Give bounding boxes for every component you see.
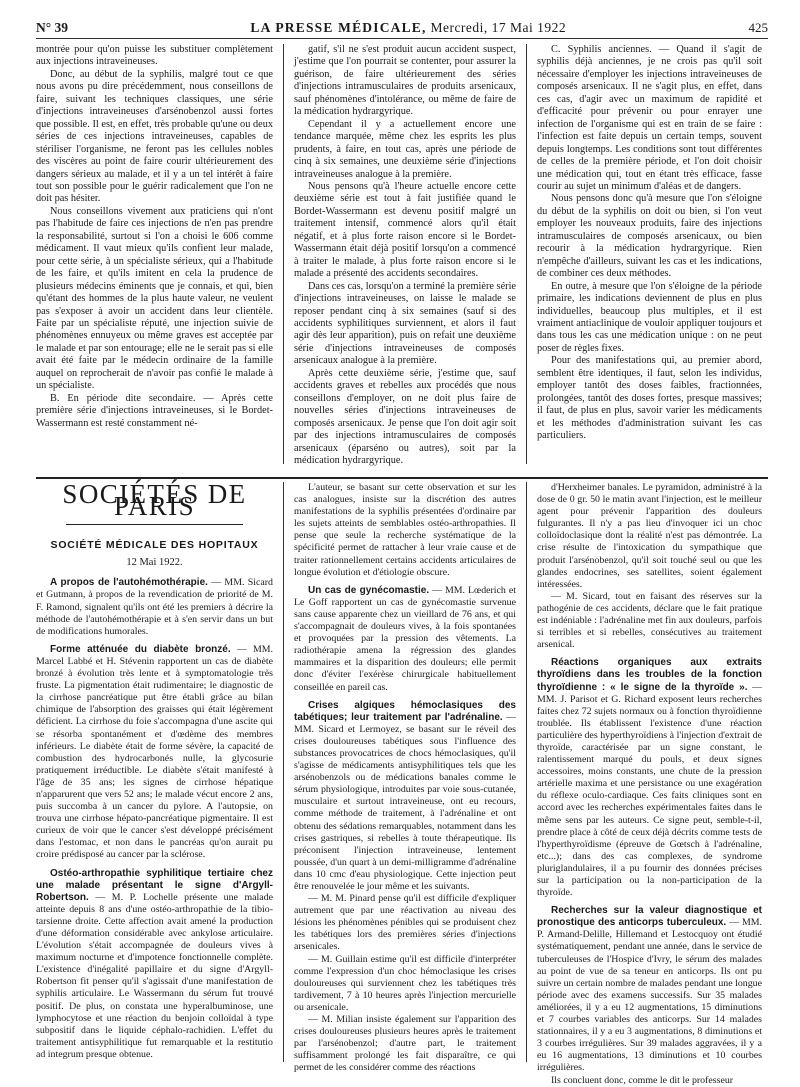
report-text: Ils concluent donc, comme le dit le professeur <box>551 1074 734 1086</box>
paragraph: Donc, au début de la syphilis, malgré tout ce que nous avons pu dire précédemment, nous conseillons de faire, suivant les techniques classiques, une série d'injections intraveineuses d'arsénobenzol aussi fortes que possible. Il est, en effet, très probable qu'une ou deux séries de ces injections intraveineuses, capables de stériliser l'organisme, ne feront pas les cellules nobles des viscères au point de faire courir ultérieurement des dangers sérieux au malade, et il y a un tel intérêt à faire tout son possible pour le guérir radicalement que l'on ne doit pas hésiter. <box>36 68 273 205</box>
report-paragraph <box>36 577 273 637</box>
report-title: Ostéo-arthropathie syphilitique tertiaire chez une malade présentant le signe d'Argyll-Robertson. <box>36 867 273 903</box>
paragraph: En outre, à mesure que l'on s'éloigne de la période primaire, les indications deviennent de plus en plus individuelles, beaucoup plus multiples, et il est vraiment antiaclinique de vouloir appliquer toujours et dans tous les cas une médication unique : on ne peut poser de règles fixes. <box>537 280 762 354</box>
session-date: 12 Mai 1922. <box>126 557 183 569</box>
report-text: — M. Sicard, tout en faisant des réserves sur la pathogénie de ces accidents, déclare que le fait pratique est indéniable : l'adrénaline met fin aux douleurs, parfois si terribles et si rebelles, consécutives au traitement arsenical. <box>537 590 762 651</box>
report-paragraph <box>294 585 516 694</box>
report-text: — M. M. Pinard pense qu'il est difficile d'expliquer autrement que par une réactivation au niveau des lésions les phénomènes pénibles qui se produisent chez les tabétiques lors des premières séries d'injections arsenicales. <box>294 893 516 953</box>
bottom-column-1-text <box>36 577 273 1061</box>
issue-number: N° 39 <box>36 20 69 35</box>
journal-name: LA PRESSE MÉDICALE, <box>250 20 427 35</box>
header-rule <box>36 38 768 39</box>
report-text: — M. Milian insiste également sur l'apparition des crises douloureuses plusieurs heures après le traitement par l'arsénobenzol; d'autre part, le traitement suffisamment prolongé les fait disparaître, ce qui permet de les considérer comme des réactions <box>294 1014 516 1074</box>
report-text: — M. P. Lochelle présente une malade atteinte depuis 8 ans d'une ostéo-arthropathie de la tibio-tarsienne droite. Cette affection avait amené la production d'une déformation considérable avec ankylose articulaire. L'évolution s'était accompagnée de douleurs vives à maximum nocturne et d'impotence fonctionnelle complète. L'existence d'inégalité papillaire et du signe d'Argyll-Robertson fit penser qu'il s'agissait d'une manifestation de syphilis articulaire. Le Wassermann du sérum fut trouvé positif. De plus, on constata une hyperalbuminose, une lymphocytose et une réaction du benjoin colloïdal à type subpositif dans le liquide céphalo-rachidien. L'effet du traitement antisyphilitique fut remarquable et la restitutio ad integrum presque obtenue. <box>36 891 273 1060</box>
title-rule <box>66 524 243 525</box>
report-paragraph <box>537 657 762 899</box>
report-paragraph <box>36 644 273 862</box>
report-text: — MM. Marcel Labbé et H. Stévenin rapportent un cas de diabète bronzé à évolution très lente et à symptomatologie très fruste. La pigmentation était rudimentaire; le diagnostic de la cirrhose pancréatique put être établi grâce au bilan chimique de l'absorption des graisses qui était légèrement déficient. La cirrhose du foie s'accompagna d'une ascite qui se résorba spontanément et d'œdème des membres inférieurs. Le diabète était de forme sévère, la capacité de combustion des hydrocarbonés nulle, la glycosurie pratiquement irréductible. Le diabète s'était manifesté à l'âge de 35 ans; les signes de cirrhose hépatique n'apparurent que vers 52 ans; le malade vécut encore 2 ans, puis succomba à un cancer du pylore. A l'autopsie, on trouva une cirrhose hépato-pancréatique pigmentaire. Il est curieux de voir que le cancer s'est développé précisément dans l'estomac, et non dans le pancréas qu'on aurait pu croire prédisposé au cancer par la sclérose. <box>36 643 273 861</box>
paragraph: Dans ces cas, lorsqu'on a terminé la première série d'injections intraveineuses, on laisse le malade se reposer pendant cinq à six semaines (sauf si des accidents syphilitiques surviennent, et alors il faut agir dès leur apparition), puis on refait une deuxième série d'injections intraveineuses de composés arsenicaux analogue à la première. <box>294 280 516 367</box>
report-paragraph <box>294 1014 516 1074</box>
report-text: — MM. J. Parisot et G. Richard exposent leurs recherches faites chez 72 sujets normaux ou à fonction thyroïdienne troublée. Ils établissent l'existence d'une réaction particulière des hyperthyroïdiens à l'injection d'extrait de thyroïde, caractérisée par un signe constant, le ralentissement marqué du pouls, et deux signes accessoires, moins constants, une chute de la pression artérielle maxima et une persistance ou une exagération du réflexe oculo-cardiaque. Ces faits cliniques sont en accord avec les recherches expérimentales faites dans le même sens par les auteurs. Ce signe peut, semble-t-il, prendre place à côté de ceux déjà décrits comme tests de l'hyperthyroïdisme (épreuve de Gœtsch à l'adrénaline, etc...); dans des cas complexes, de syndrome pluriglandulaires, il a pu fournir des données précises sur la participation ou la non-participation de la thyroïde. <box>537 681 762 899</box>
report-text: L'auteur, se basant sur cette observation et sur les cas analogues, insiste sur la discrétion des autres manifestations de la syphilis présentées d'ordinaire par les sujets atteints de semblables ostéo-arthropathies. Il pense que seule la recherche systématique de la spécificité permet de rattacher à leur vraie cause et de traiter rationnellement certains accidents articulaires de longue évolution et d'étiologie obscure. <box>294 482 516 578</box>
society-name: SOCIÉTÉ MÉDICALE DES HOPITAUX <box>50 539 259 552</box>
paragraph: Nous pensons qu'à l'heure actuelle encore cette deuxième série est tout à fait justifiée quand le Bordet-Wassermann est devenu positif malgré un traitement intensif, commencé alors qu'il était négatif, et à plus forte raison encore si le Bordet-Wassermann était déjà positif lorsqu'on a commencé à traiter le malade, à plus forte raison encore si le malade a présenté des accidents secondaires. <box>294 180 516 280</box>
report-title: Recherches sur la valeur diagnostique et pronostique des anticorps tuberculeux. <box>537 905 762 929</box>
report-paragraph <box>294 700 516 894</box>
report-text: — M. Guillain estime qu'il est difficile d'interpréter comme l'expression d'un choc hémoclasique les crises douloureuses qui surviennent chez les tabétiques très tardivement, 7 à 10 heures après l'injection mercurielle ou arsenicale. <box>294 953 516 1013</box>
top-columns <box>36 44 768 464</box>
top-column-3 <box>526 44 762 464</box>
report-title: Un cas de gynécomastie. <box>308 584 430 596</box>
paragraph: gatif, s'il ne s'est produit aucun accident suspect, j'estime que l'on pourrait se contenter, pour assurer la guérison, de faire ultérieurement des séries d'injections intramusculaires de produits arsenicaux, sauf phénomènes d'intolérance, ou même de faire de la médication hydrargyrique. <box>294 44 516 118</box>
paragraph: montrée pour qu'on puisse les substituer complètement aux injections intraveineuses. <box>36 44 273 68</box>
top-column-1 <box>36 44 283 464</box>
report-paragraph <box>294 482 516 579</box>
paragraph: B. En période dite secondaire. — Après cette première série d'injections intraveineuses, si le Bordet-Wassermann est resté constamment né- <box>36 392 273 429</box>
report-paragraph <box>537 482 762 591</box>
report-text: — MM. P. Armand-Delille, Hillemand et Lestocquoy ont étudié systématiquement, pendant une année, dans le service de tuberculeuses de l'Hospice d'Ivry, le sérum des malades au point de vue de sa teneur en anticorps. Ils ont pu suivre un certain nombre de malades pendant une longue période avec des examens successifs. Sur 35 malades améliorées, il y a eu 12 augmentations, 15 diminutions et 7 courbes variables des anticorps. Sur 14 malades stationnaires, il y a eu 3 augmentations, 8 diminutions et 3 courbes irrégulières. Sur 39 malades aggravées, il y a eu 16 augmentations, 13 diminutions et 10 courbes irrégulières. <box>537 917 762 1074</box>
report-paragraph <box>537 1075 762 1087</box>
paragraph: C. Syphilis anciennes. — Quand il s'agit de syphilis déjà anciennes, je ne crois pas qu'il soit nécessaire d'employer les injections intraveineuses de composés arsenicaux. Il ne s'agit plus, en effet, dans ces cas, d'agir avec un maximum de rapidité et d'efficacité pour prévenir ou pour enrayer une infection de l'organisme qui est en train de se faire : l'infection est faite depuis un certain temps, souvent depuis longtemps. Les conditions sont tout différentes de celles de la première période, et l'on doit choisir une médication qui, tout en étant très efficace, fasse courir au sujet un minimum d'aléas et de dangers. <box>537 44 762 192</box>
report-text: d'Herxheimer banales. Le pyramidon, administré à la dose de 0 gr. 50 le matin avant l'injection, est le meilleur agent pour prévenir l'apparition des douleurs fulgurantes. Il n'y a pas lieu d'invoquer ici un choc colloïdoclasique dont la réalité n'est pas démontrée. La crise résulte de l'intoxication du sympathique que produit l'arsénobenzol, qu'il soit touché seul ou que les glandes endocrines, ses satellites, soient également intéressées. <box>537 482 762 590</box>
bottom-column-2 <box>283 482 526 1074</box>
report-paragraph <box>537 905 762 1074</box>
journal-title <box>250 20 566 36</box>
section-title: SOCIÉTÉS DE PARIS <box>62 479 247 522</box>
paragraph: Pour des manifestations qui, au premier abord, semblent être identiques, il faut, selon les individus, employer tantôt des doses faibles, fractionnées, prolongées, tantôt des doses fortes, presque massives; il faut, de plus en plus, savoir varier les médicaments et les méthodes d'administration suivant les cas particuliers. <box>537 355 762 442</box>
report-paragraph <box>537 591 762 651</box>
report-text: — MM. Lœderich et Le Goff rapportent un cas de gynécomastie survenue sans cause apparente chez un vieillard de 76 ans, et qui s'accompagnait de douleurs vives, à la fois spontanées et provoquées par la pression des vêtements. La radiothérapie amena la régression des glandes mammaires et la disparition des douleurs; elle permit donc d'éviter l'exérèse chirurgicale habituellement conseillée en pareil cas. <box>294 584 516 693</box>
report-paragraph <box>36 868 273 1062</box>
paragraph: Nous conseillons vivement aux praticiens qui n'ont pas l'habitude de faire ces injections de n'en pas prendre la responsabilité, surtout si l'on a choisi le 606 comme médicament. Il vaut mieux qu'ils confient leur malade, pour cette série, à un spécialiste sérieux, qui a l'habitude de les faire, et qu'ils imitent en cela la prudence de plusieurs médecins éminents que je connais, et qui, bien qu'étant des hommes de la plus haute valeur, ne veulent pas s'exposer à avoir un accident dans leur clientèle. Faite par un spécialiste réputé, une injection suivie de phénomènes ennuyeux ou même graves est acceptée par le malade et par son entourage; elle ne le serait pas si elle avait été faite par le médecin ordinaire de la famille auquel on reprocherait de n'avoir pas confié le malade à un spécialiste. <box>36 205 273 392</box>
report-title: Forme atténuée du diabète bronzé. <box>50 643 231 655</box>
bottom-column-1 <box>36 479 283 1062</box>
report-title: A propos de l'autohémothérapie. <box>50 577 208 589</box>
bottom-columns <box>36 479 768 1086</box>
paragraph: Nous pensons donc qu'à mesure que l'on s'éloigne du début de la syphilis on doit ou bien, si l'on veut employer les nouveaux produits, faire des injections intramusculaires de composés arsenicaux, ou bien recourir à la médication hydrargyrique. Rien n'empêche d'ailleurs, suivant les cas et les indications, de combiner ces deux méthodes. <box>537 193 762 280</box>
report-title: Réactions organiques aux extraits thyroïdiens dans les troubles de la fonction thyroïdienne : « le signe de la thyroïde ». <box>537 657 762 693</box>
report-text: — MM. Sicard et Lermoyez, se basant sur le réveil des crises douloureuses tabétiques sous l'influence des substances provocatrices de chocs hémoclasiques, qu'il s'agisse de médicaments antisyphilitiques tels que les arsénobenzols ou de médications banales comme le sérum physiologique, introduites par voie sous-cutanée, musculaire et surtout intraveineuse, ont eu recours, comme méthode de traitement, à l'adrénaline et ont obtenu des sédations remarquables, notamment dans les crises gastriques, si rebelles à toute thérapeutique. Ils préconisent l'injection intraveineuse, lentement poussée, d'un quart à un demi-milligramme d'adrénaline dans 10 cmc d'eau physiologique. Cette injection peut être renouvelée le jour même et les suivants. <box>294 711 516 892</box>
report-paragraph <box>294 954 516 1014</box>
issue-date: Mercredi, 17 Mai 1922 <box>430 20 567 35</box>
running-header <box>36 20 768 36</box>
bottom-column-3 <box>526 482 762 1086</box>
report-paragraph <box>294 893 516 953</box>
report-text: — MM. Sicard et Gutmann, à propos de la revendication de priorité de M. F. Ramond, signalent qu'ils ont été les premiers à décrire la méthode de l'autohémothérapie et à s'en servir dans un but de modifications humorales. <box>36 577 273 637</box>
paragraph: Cependant il y a actuellement encore une tendance marquée, même chez les esprits les plus prudents, à faire, en tout cas, après une période de cinq à six semaines, une deuxième série d'injections intraveineuses analogue à la première. <box>294 118 516 180</box>
report-title: Crises algiques hémoclasiques des tabétiques; leur traitement par l'adrénaline. <box>294 699 516 723</box>
paragraph: Après cette deuxième série, j'estime que, sauf accidents graves et rebelles aux procédés que nous conseillons d'employer, on ne doit plus faire de nouvelles séries d'injections intraveineuses de composés arsenicaux. Je pense que l'on doit agir soit par des injections intramusculaires de composés arsenicaux (éparséno ou autres), soit par la médication hydrargyrique. <box>294 367 516 466</box>
page-number: 425 <box>748 20 768 35</box>
top-column-2 <box>283 44 526 464</box>
